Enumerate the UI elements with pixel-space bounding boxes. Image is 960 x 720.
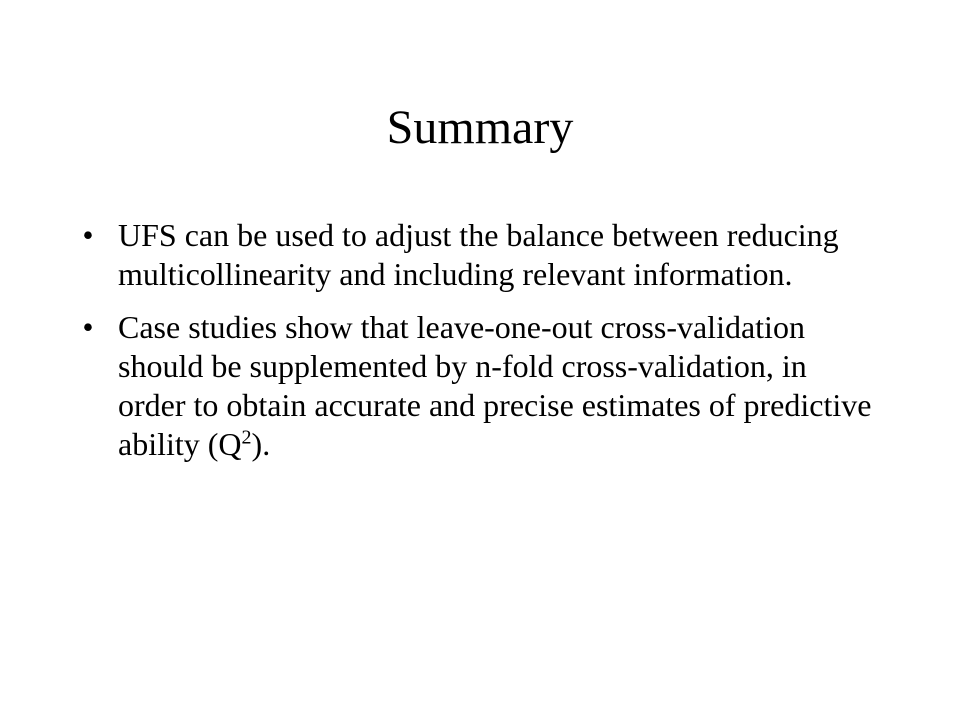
bullet-item — [72, 216, 872, 294]
bullet-item — [72, 308, 872, 464]
bullet-suffix: ). — [251, 426, 271, 462]
bullet-text: Case studies show that leave-one-out cross-validation should be supplemented by n-fold cross-validation, in order to obtain accurate and precise estimates of predictive ability (Q — [118, 309, 872, 462]
bullet-icon: • — [82, 217, 94, 253]
bullet-icon: • — [82, 309, 94, 345]
bullet-text: UFS can be used to adjust the balance between reducing multicollinearity and including relevant information. — [118, 217, 839, 292]
superscript-two: 2 — [241, 426, 252, 449]
bullet-list — [72, 216, 872, 478]
slide-title: Summary — [386, 101, 574, 154]
